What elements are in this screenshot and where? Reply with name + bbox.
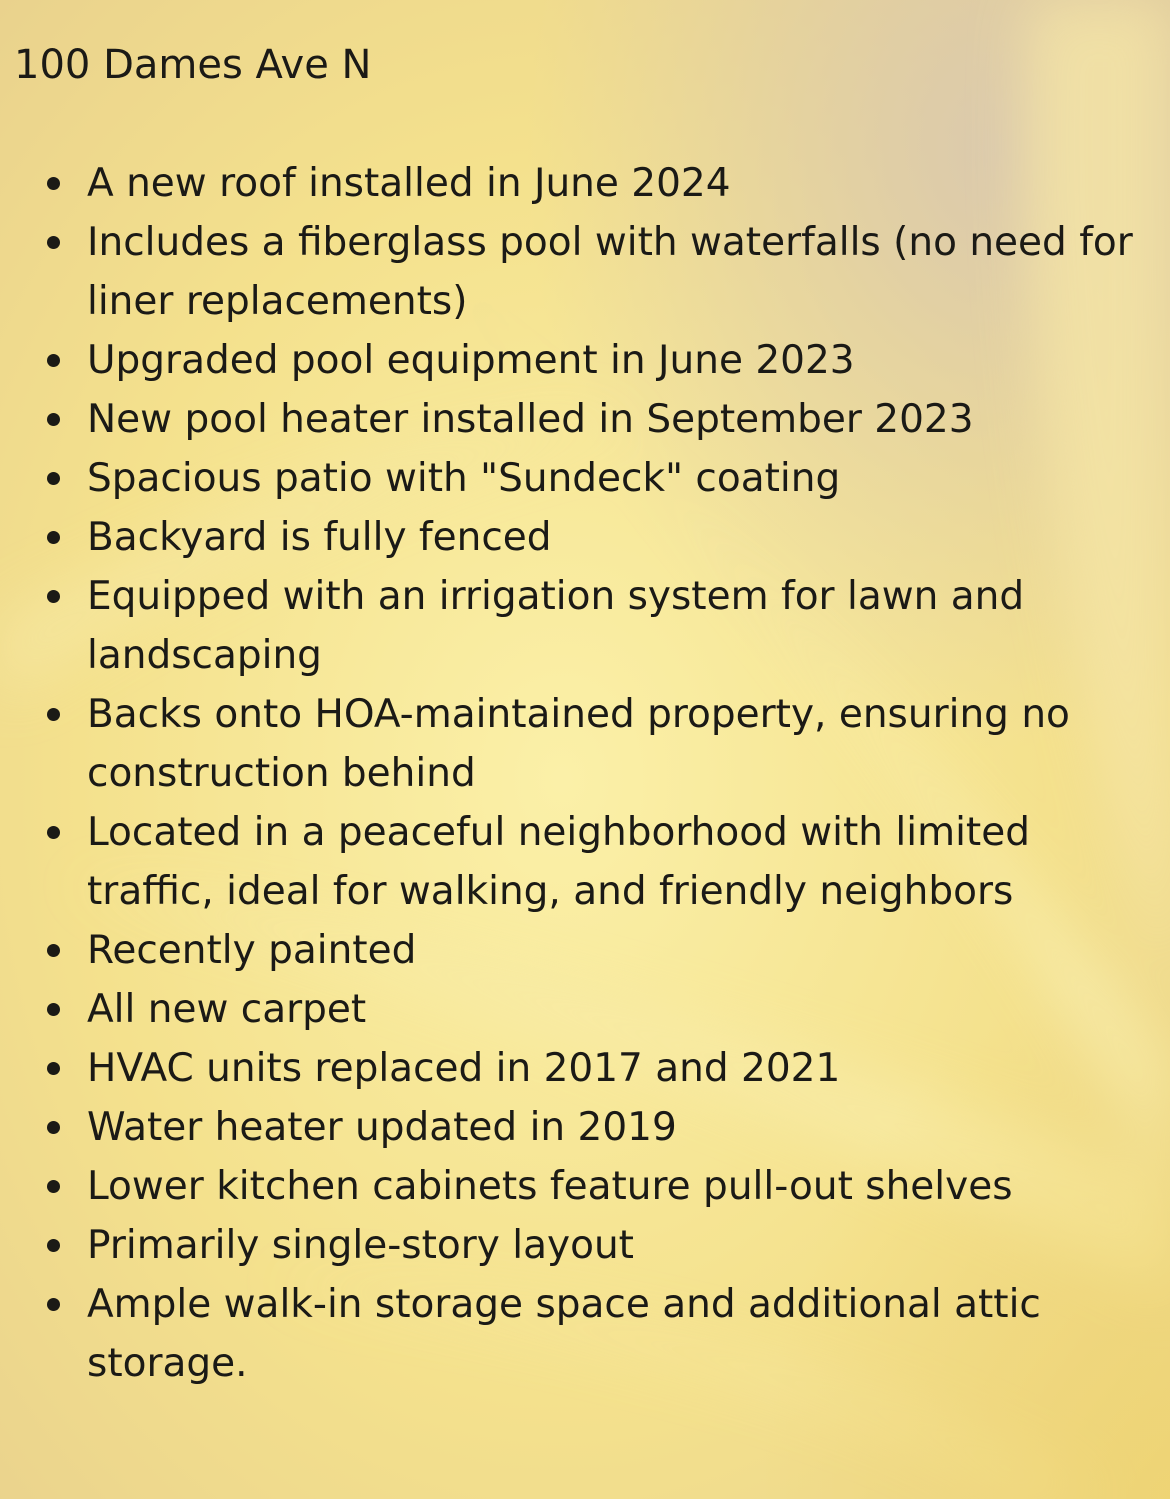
feature-item [0,449,1140,508]
feature-item [0,567,1140,685]
feature-item [0,154,1140,213]
bullet-icon [47,472,60,485]
feature-item [0,213,1140,331]
feature-text: All new carpet [87,987,367,1032]
feature-item [0,803,1140,921]
feature-text: Equipped with an irrigation system for lawn and landscaping [87,574,1025,678]
feature-text: A new roof installed in June 2024 [87,161,731,206]
features-list [0,154,1140,1393]
bullet-icon [47,944,60,957]
feature-item [0,331,1140,390]
feature-item [0,980,1140,1039]
feature-text: Lower kitchen cabinets feature pull-out shelves [87,1164,1013,1209]
feature-text: Water heater updated in 2019 [87,1105,677,1150]
feature-text: Backs onto HOA-maintained property, ensuring no construction behind [87,692,1070,796]
feature-text: Recently painted [87,928,417,973]
feature-text: Ample walk-in storage space and additional attic storage. [87,1282,1041,1386]
bullet-icon [47,354,60,367]
bullet-icon [47,413,60,426]
feature-item [0,1275,1140,1393]
bullet-icon [47,590,60,603]
feature-item [0,685,1140,803]
bullet-icon [47,1298,60,1311]
feature-text: Upgraded pool equipment in June 2023 [87,338,855,383]
feature-text: Spacious patio with "Sundeck" coating [87,456,841,501]
bullet-icon [47,1062,60,1075]
bullet-icon [47,826,60,839]
feature-text: Backyard is fully fenced [87,515,552,560]
bullet-icon [47,1239,60,1252]
bullet-icon [47,708,60,721]
feature-item [0,1039,1140,1098]
bullet-icon [47,1003,60,1016]
feature-item [0,390,1140,449]
feature-item [0,1098,1140,1157]
bullet-icon [47,531,60,544]
feature-item [0,921,1140,980]
bullet-icon [47,1121,60,1134]
bullet-icon [47,1180,60,1193]
bullet-icon [47,177,60,190]
feature-item [0,1216,1140,1275]
feature-item [0,1157,1140,1216]
feature-item [0,508,1140,567]
feature-text: Includes a fiberglass pool with waterfalls (no need for liner replacements) [87,220,1133,324]
feature-text: Located in a peaceful neighborhood with limited traffic, ideal for walking, and friendly neighbors [87,810,1030,914]
bullet-icon [47,236,60,249]
property-address-title: 100 Dames Ave N [14,42,372,88]
feature-text: HVAC units replaced in 2017 and 2021 [87,1046,841,1091]
feature-text: Primarily single-story layout [87,1223,634,1268]
feature-text: New pool heater installed in September 2023 [87,397,974,442]
